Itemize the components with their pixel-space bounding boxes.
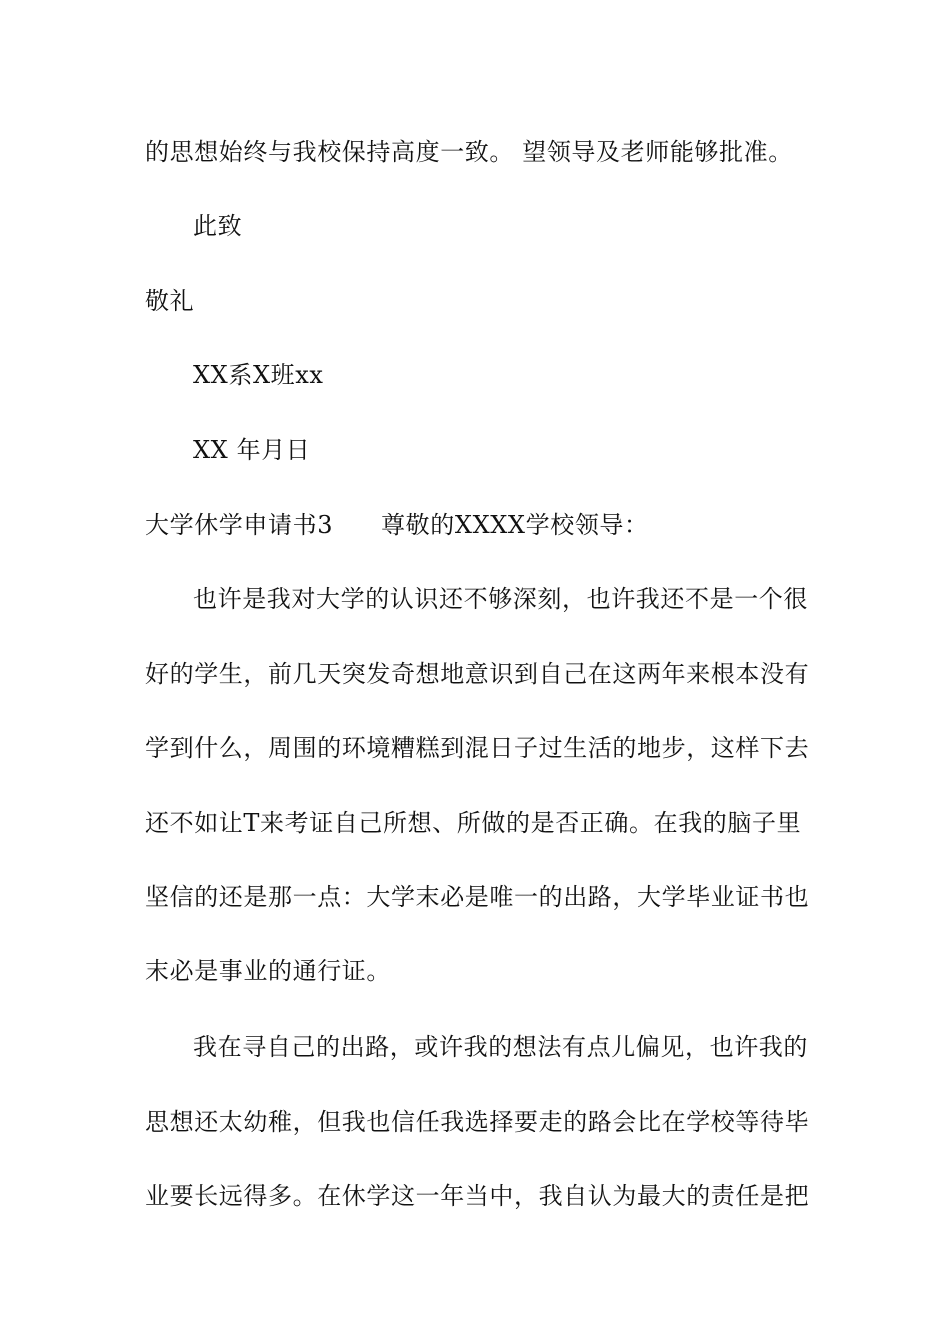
paragraph-line: 学到什么，周围的环境糟糕到混日子过生活的地步，这样下去 — [145, 734, 810, 762]
text-line: 的思想始终与我校保持高度一致。 望领导及老师能够批准。 — [145, 138, 793, 166]
paragraph-line: 末必是事业的通行证。 — [145, 957, 391, 985]
paragraph-line: 坚信的还是那一点：大学末必是唯一的出路，大学毕业证书也 — [145, 883, 810, 911]
paragraph-line: 也许是我对大学的认识还不够深刻，也许我还不是一个很 — [193, 585, 808, 613]
paragraph-line: 思想还太幼稚，但我也信任我选择要走的路会比在学校等待毕 — [145, 1108, 810, 1136]
letter-salutation: 尊敬的XXXX学校领导： — [381, 511, 649, 539]
signature-name: XX系X班xx — [193, 361, 324, 389]
closing-salute: 敬礼 — [145, 287, 195, 315]
letter-title: 大学休学申请书3 — [145, 511, 334, 539]
paragraph-line: 我在寻自己的出路，或许我的想法有点儿偏见，也许我的 — [193, 1033, 808, 1061]
closing-phrase: 此致 — [193, 212, 243, 240]
paragraph-line: 还不如让T来考证自己所想、所做的是否正确。在我的脑子里 — [145, 809, 802, 837]
letter-heading — [145, 510, 815, 540]
paragraph-line: 业要长远得多。在休学这一年当中，我自认为最大的责任是把 — [145, 1182, 810, 1210]
paragraph-line: 好的学生，前几天突发奇想地意识到自己在这两年来根本没有 — [145, 660, 810, 688]
signature-date: XX 年月日 — [193, 436, 311, 464]
